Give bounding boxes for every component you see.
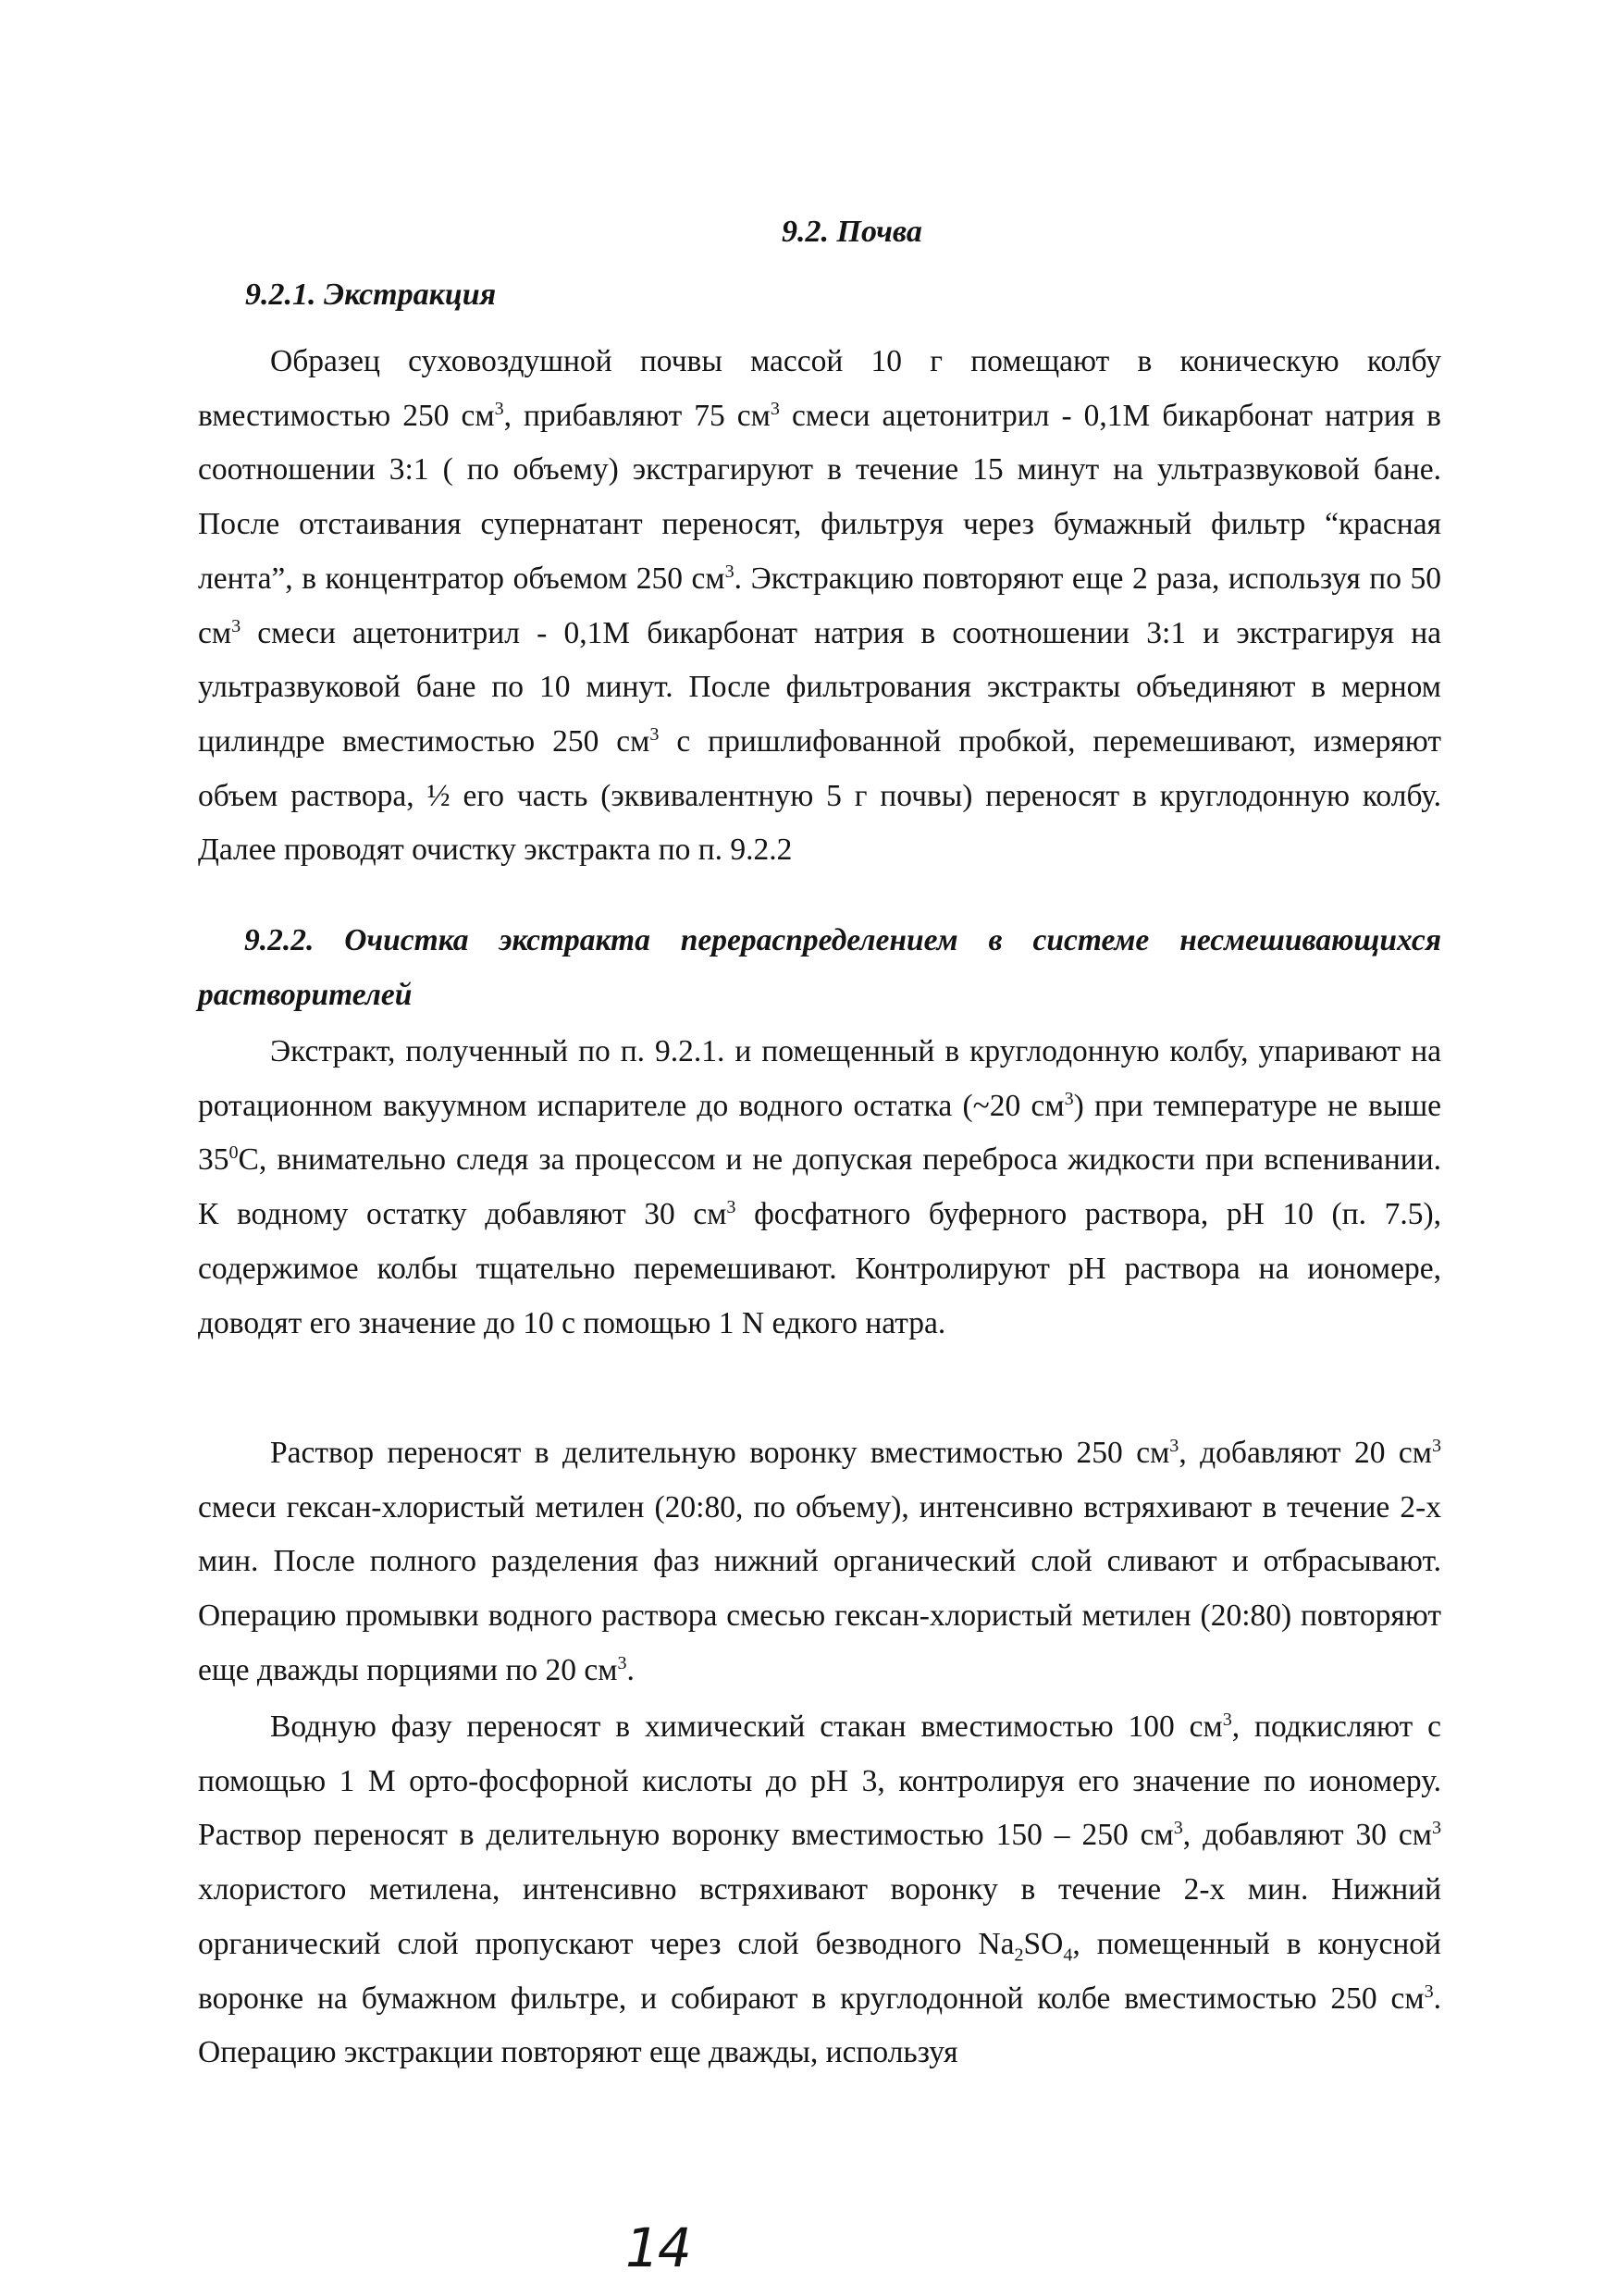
superscript: 3 <box>1424 1981 1434 2002</box>
subsection-title-cleanup: 9.2.2. Очистка экстракта перераспределением в системе несмешивающихся растворителей <box>198 923 1441 1012</box>
handwritten-page-number: 14 <box>625 2216 690 2279</box>
superscript: 3 <box>770 398 780 419</box>
text-run: смеси ацетонитрил - 0,1М бикарбонат натрия в соотношении 3:1 и экстрагируя на ультразвуковой бане по 10 минут. После фильтрования экстракты объединяют в мерном цилиндре вместимостью 250 см <box>198 615 1441 759</box>
text-run: хлористого метилена, интенсивно встряхивают воронку в течение 2-х мин. Нижний органический слой пропускают через слой безводного Na <box>198 1872 1441 1961</box>
text-run: , добавляют 30 см <box>1182 1818 1432 1853</box>
text-run: Экстракт, полученный по п. 9.2.1. и помещенный в круглодонную колбу, упаривают на ротационном вакуумном испарителе до водного остатка (~20 см <box>198 1034 1441 1123</box>
text-run: Раствор переносят в делительную воронку вместимостью 250 см <box>270 1436 1170 1470</box>
paragraph-extraction <box>198 335 1441 878</box>
superscript: 3 <box>1431 1435 1441 1456</box>
superscript: 3 <box>726 1196 736 1217</box>
text-run: , добавляют 20 см <box>1179 1436 1432 1470</box>
superscript: 3 <box>231 615 241 636</box>
superscript: 3 <box>1222 1709 1232 1730</box>
subscript: 4 <box>1063 1944 1073 1966</box>
paragraph-washing <box>198 1426 1441 1698</box>
text-run: с пришлифованной пробкой, перемешивают, измеряют объем раствора, ½ его часть (эквивалентную 5 г почвы) переносят в круглодонную колбу. Далее проводят очистку экстракта по п. 9.2.2 <box>198 723 1442 868</box>
text-run: смеси ацетонитрил - 0,1М бикарбонат натрия в соотношении 3:1 ( по объему) экстрагируют в течение 15 минут на ультразвуковой бане. После отстаивания супернатант переносят, фильтруя через бумажный фильтр “красная лента”, в концентратор объемом 250 см <box>198 398 1441 596</box>
text-run: ) при температуре не выше 35 <box>198 1088 1441 1178</box>
superscript: 3 <box>1431 1818 1441 1839</box>
paragraph-evaporation <box>198 1025 1441 1351</box>
superscript: 3 <box>617 1652 627 1673</box>
superscript: 3 <box>1064 1088 1074 1109</box>
text-run: , прибавляют 75 см <box>503 398 771 433</box>
section-title: 9.2. Почва <box>782 215 922 249</box>
superscript: 3 <box>724 561 734 582</box>
text-run: . Экстракцию повторяют еще 2 раза, используя по 50 см <box>198 561 1441 650</box>
subsection-title-extraction: 9.2.1. Экстракция <box>245 278 497 312</box>
text-run: SO <box>1023 1926 1064 1961</box>
text-run: Образец суховоздушной почвы массой 10 г помещают в коническую колбу вместимостью 250 см <box>198 344 1441 433</box>
text-run: смеси гексан-хлористый метилен (20:80, по объему), интенсивно встряхивают в течение 2-х мин. После полного разделения фаз нижний органический слой сливают и отбрасывают. Операцию промывки водного раствора смесью гексан-хлористый метилен (20:80) повторяют еще дважды порциями по 20 см <box>198 1489 1441 1687</box>
text-run: , подкисляют с помощью 1 М орто-фосфорной кислоты до pH 3, контролируя его значение по иономеру. Раствор переносят в делительную воронку вместимостью 150 – 250 см <box>198 1710 1441 1853</box>
text-run: фосфатного буферного раствора, pH 10 (п. 7.5), содержимое колбы тщательно перемешивают. Контролируют pH раствора на иономере, доводят его значение до 10 с помощью 1 N едкого натра. <box>198 1197 1441 1340</box>
text-run: , помещенный в конусной воронке на бумажном фильтре, и собирают в круглодонной колбе вместимостью 250 см <box>198 1926 1441 2016</box>
superscript: 3 <box>649 723 660 745</box>
text-run: С, внимательно следя за процессом и не допуская переброса жидкости при вспенивании. К водному остатку добавляют 30 см <box>198 1142 1441 1232</box>
text-run: . Операцию экстракции повторяют еще дважды, используя <box>198 1981 1441 2070</box>
subscript: 2 <box>1014 1944 1024 1966</box>
superscript: 3 <box>1169 1435 1179 1456</box>
paragraph-acidification <box>198 1700 1441 2080</box>
superscript: 3 <box>1173 1818 1183 1839</box>
text-run: Водную фазу переносят в химический стакан вместимостью 100 см <box>270 1710 1223 1744</box>
superscript: 0 <box>228 1142 239 1164</box>
superscript: 3 <box>494 398 504 419</box>
text-run: . <box>626 1652 635 1687</box>
